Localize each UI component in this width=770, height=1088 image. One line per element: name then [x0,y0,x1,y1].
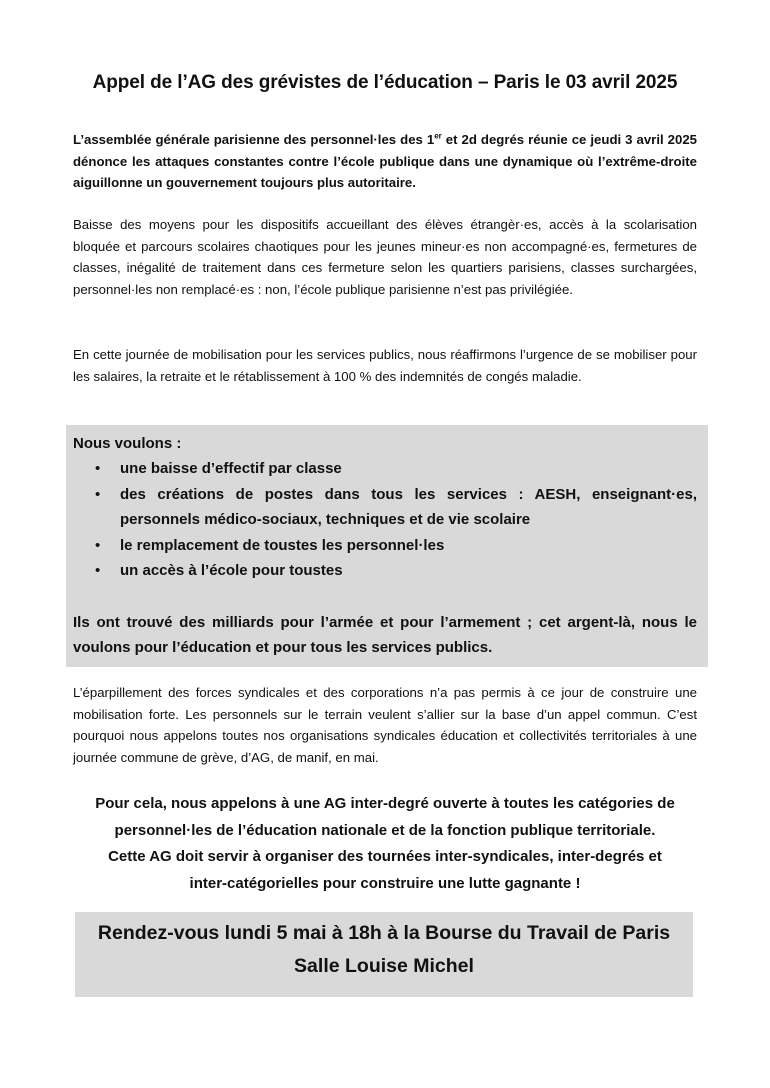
demand-item [73,533,697,559]
demand-text: un accès à l’école pour toustes [120,562,343,579]
callout-line: Cette AG doit servir à organiser des tournées inter-syndicales, inter-degrés et [108,848,662,865]
demand-item [73,456,697,482]
money-statement: Ils ont trouvé des milliards pour l’armée et pour l’armement ; cet argent-là, nous le voulons pour l’éducation et pour tous les services publics. [73,613,697,656]
demands-heading: Nous voulons : [73,435,182,452]
intro-text-start: L’assemblée générale parisienne des personnel·les des 1 [73,132,435,147]
callout-line: inter-catégorielles pour construire une lutte gagnante ! [189,874,581,892]
bullet-icon: • [95,485,101,503]
rendezvous-box [75,912,693,997]
callout-line: personnel·les de l’éducation nationale et de la fonction publique territoriale. [114,821,656,839]
demand-text: une baisse d’effectif par classe [120,460,342,477]
paragraph-union-call: L’éparpillement des forces syndicales et des corporations n’a pas permis à ce jour de construire une mobilisation forte. Les personnels sur le terrain veulent s’allier sur la base d’un appel commun. C’est pourquoi nous appelons toutes nos organisations syndicales éducation et collectivités territoriales à une journée commune de grève, d’AG, de manif, en mai. [73,685,697,765]
intro-text-end: et 2d degrés réunie ce jeudi 3 avril 2025 dénonce les attaques constantes contre l’école publique dans une dynamique où l’extrême-droite aiguillonne un gouvernement toujours plus autoritaire. [73,132,697,190]
paragraph-mobilisation: En cette journée de mobilisation pour les services publics, nous réaffirmons l’urgence de se mobiliser pour les salaires, la retraite et le rétablissement à 100 % des indemnités de congés maladie. [73,347,697,384]
demand-text: le remplacement de toustes les personnel·les [120,536,445,554]
demands-box [66,425,708,667]
ag-callout [0,791,770,897]
demands-list [73,456,697,584]
demand-item [73,558,697,584]
intro-paragraph [73,129,697,194]
bullet-icon: • [95,460,101,477]
callout-line: Pour cela, nous appelons à une AG inter-degré ouverte à toutes les catégories de [95,795,675,812]
rendezvous-room: Salle Louise Michel [294,955,474,977]
intro-superscript: er [434,131,442,141]
bullet-icon: • [95,536,101,554]
paragraph-cuts: Baisse des moyens pour les dispositifs accueillant des élèves étrangèr·es, accès à la scolarisation bloquée et parcours scolaires chaotiques pour les jeunes mineur·es non accompagné·es, fermetures de classes, inégalité de traitement dans ces fermeture selon les quartiers parisiens, classes surchargées, personnel·les non remplacé·es : non, l’école publique parisienne n’est pas privilégiée. [73,217,697,297]
demand-item [73,482,697,533]
bullet-icon: • [95,562,101,579]
demand-text: des créations de postes dans tous les services : AESH, enseignant·es, personnels médico-sociaux, techniques et de vie scolaire [120,485,697,528]
document-title: Appel de l’AG des grévistes de l’éducation – Paris le 03 avril 2025 [92,72,678,93]
rendezvous-date-place: Rendez-vous lundi 5 mai à 18h à la Bourse du Travail de Paris [97,922,671,944]
